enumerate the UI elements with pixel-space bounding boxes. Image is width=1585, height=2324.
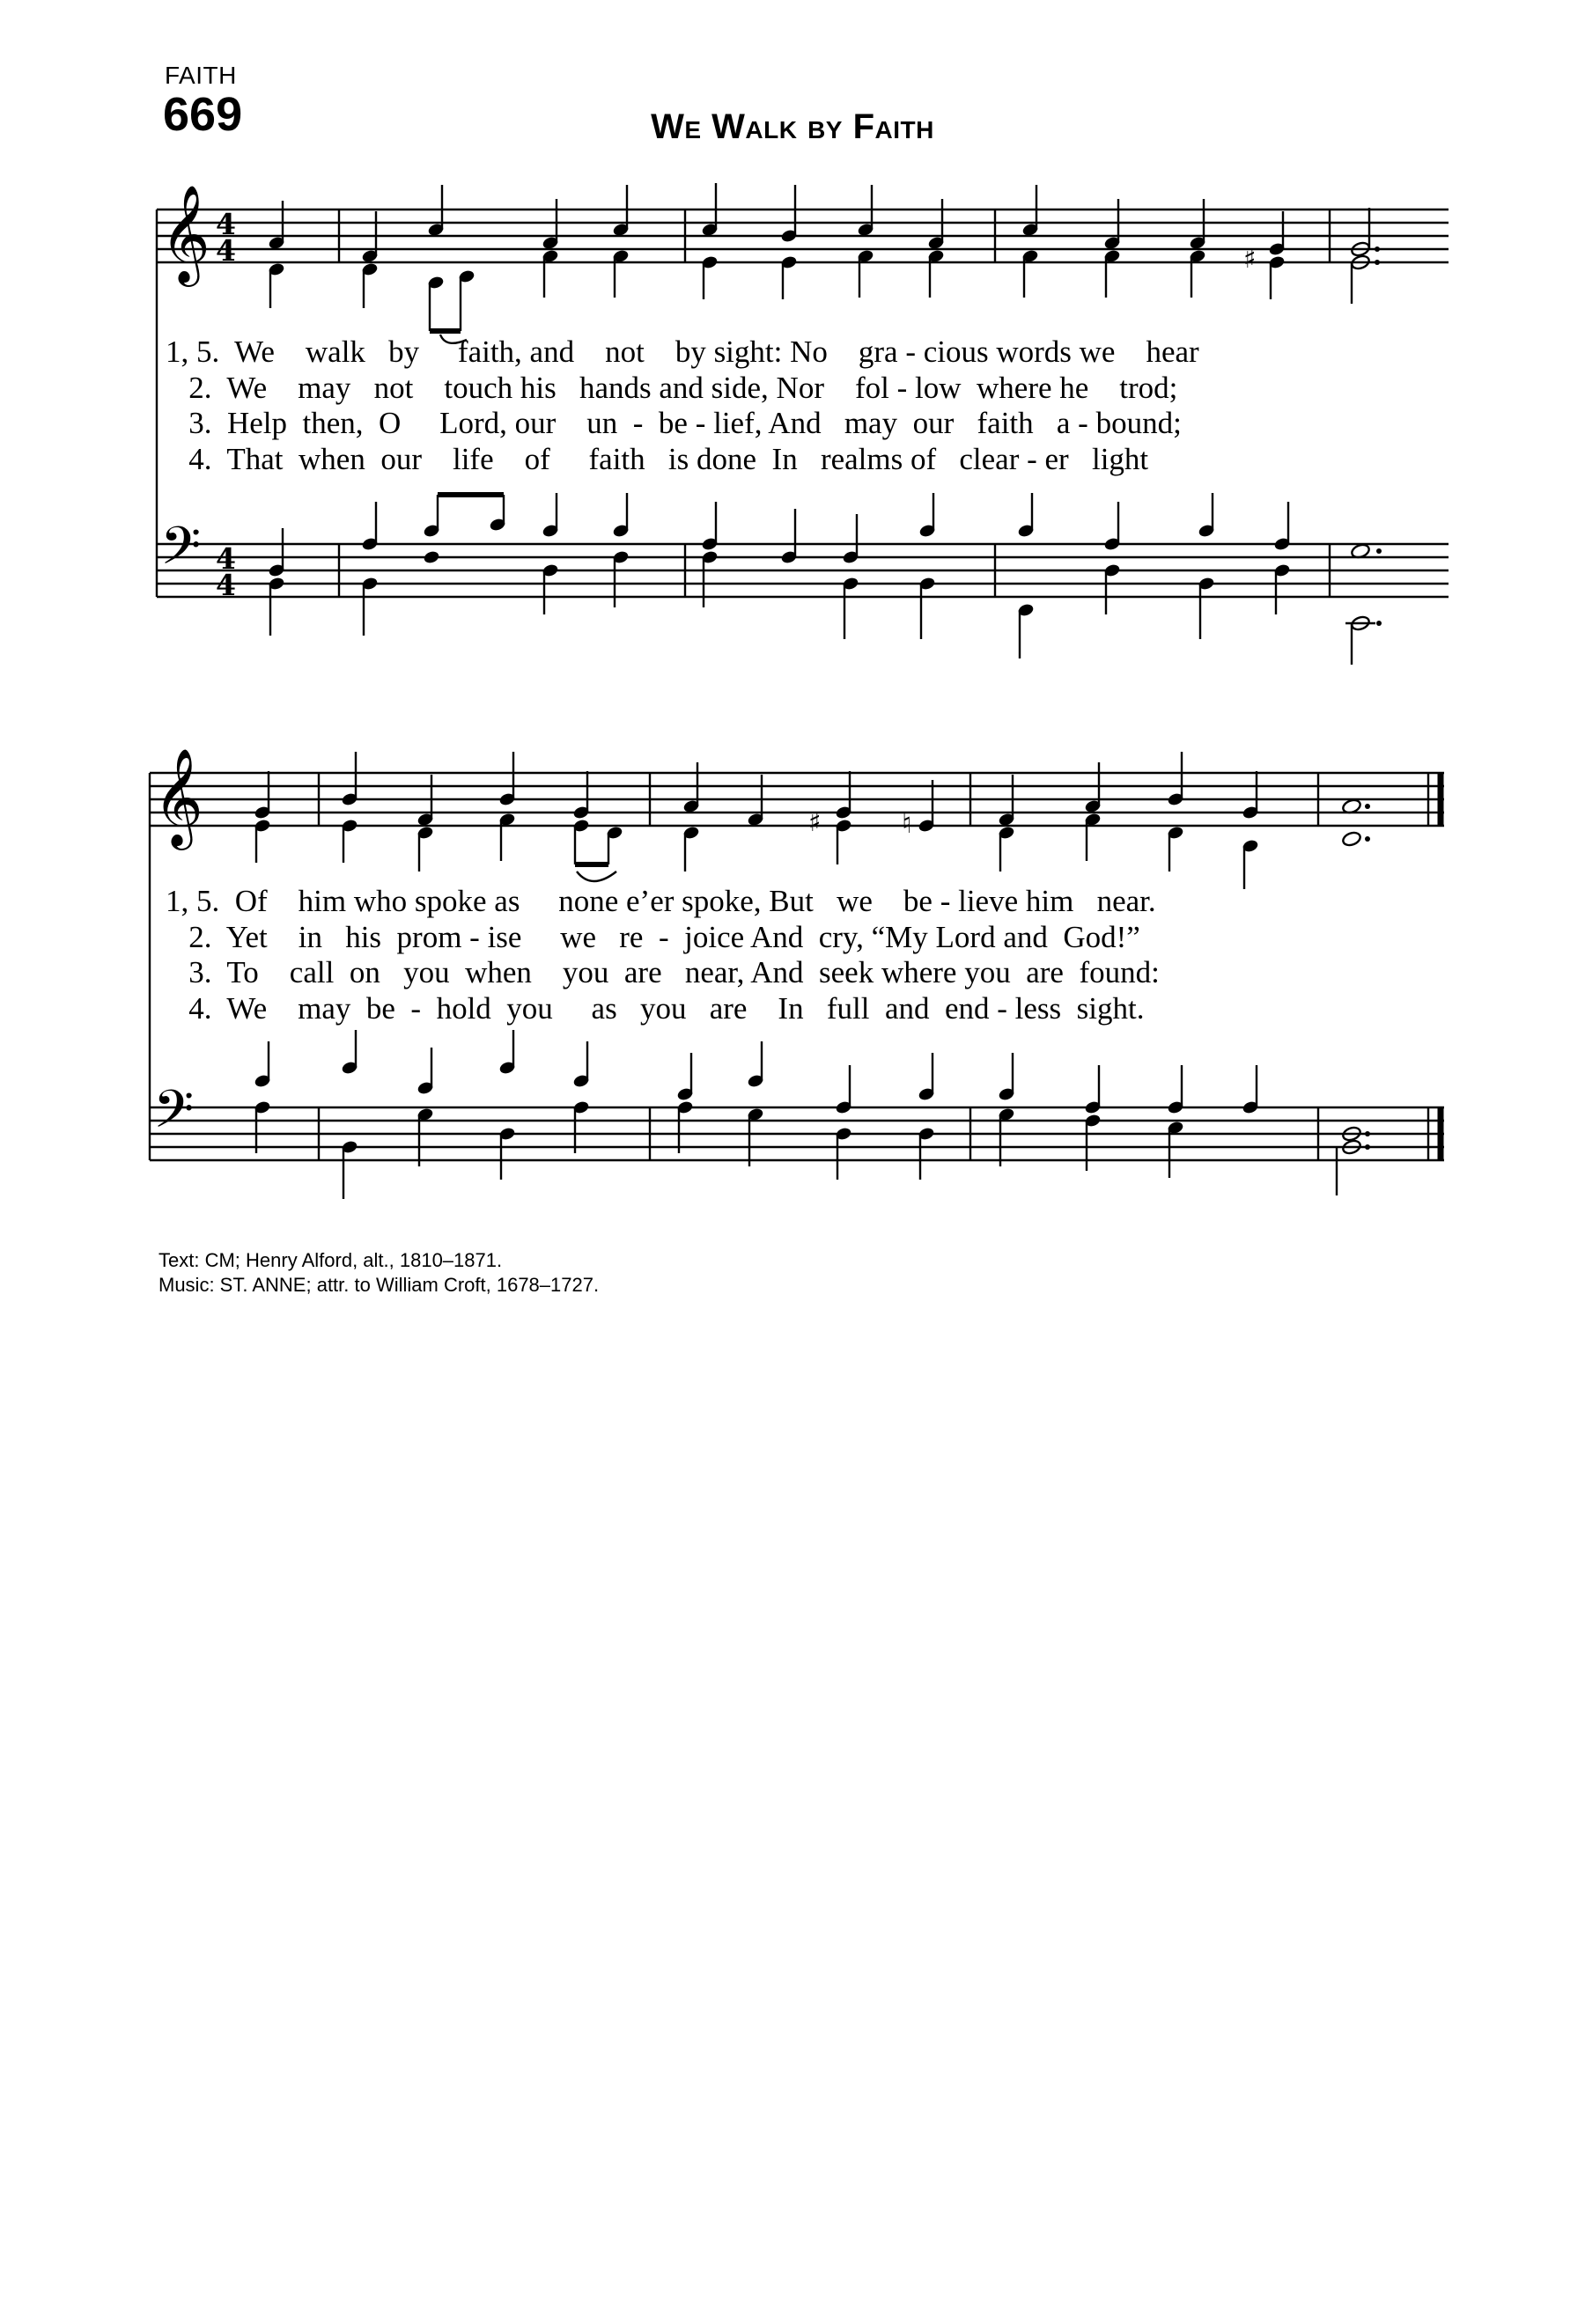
svg-text:4: 4	[216, 207, 236, 241]
svg-text:𝄞: 𝄞	[160, 184, 210, 283]
svg-text:𝄞: 𝄞	[153, 747, 203, 846]
svg-text:♯: ♯	[1243, 244, 1257, 275]
svg-text:𝄢: 𝄢	[160, 515, 202, 589]
svg-text:𝄢: 𝄢	[153, 1078, 195, 1152]
lyric-verse-line: 1, 5. Of him who spoke as none e’er spoke, But we be - lieve him near.	[166, 884, 1156, 918]
section-label: FAITH	[165, 62, 237, 89]
music-credit: Music: ST. ANNE; attr. to William Croft, 1678–1727.	[158, 1274, 600, 1296]
lyric-verse-line: 3. Help then, O Lord, our un - be - lief, And may our faith a - bound;	[166, 406, 1182, 440]
svg-text:4: 4	[216, 233, 236, 268]
svg-text:♮: ♮	[902, 806, 912, 840]
hymn-title: We Walk by Faith	[651, 107, 934, 146]
lyric-verse-line: 1, 5. We walk by faith, and not by sight: No gra - cious words we hear	[166, 335, 1199, 369]
lyrics-system-1	[166, 335, 1199, 477]
lyric-verse-line: 2. We may not touch his hands and side, Nor fol - low where he trod;	[166, 370, 1178, 405]
lyric-verse-line: 4. We may be - hold you as you are In full and end - less sight.	[166, 990, 1145, 1026]
lyric-verse-line: 4. That when our life of faith is done In realms of clear - er light	[166, 441, 1149, 476]
lyric-verse-line: 2. Yet in his prom - ise we re - joice And cry, “My Lord and God!”	[166, 919, 1140, 954]
credits	[158, 1248, 599, 1298]
lyric-verse-line: 3. To call on you when you are near, And seek where you are found:	[166, 955, 1160, 989]
svg-text:♯: ♯	[808, 807, 822, 838]
lyrics-system-2	[166, 884, 1160, 1026]
hymn-number: 669	[163, 88, 243, 141]
text-credit: Text: CM; Henry Alford, alt., 1810–1871.	[158, 1249, 503, 1271]
svg-text:4: 4	[216, 568, 236, 602]
svg-text:4: 4	[216, 541, 236, 576]
